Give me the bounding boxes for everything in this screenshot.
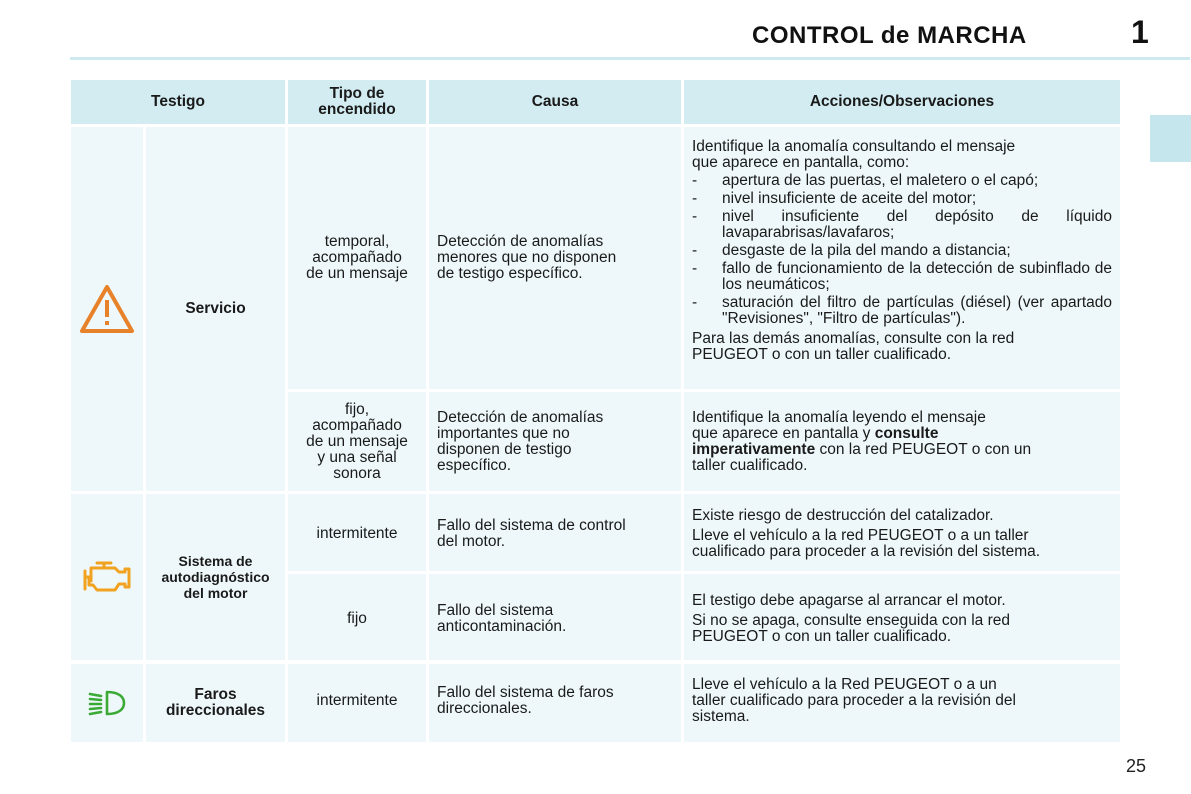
list-item: - fallo de funcionamiento de la detección de subinflado de los neumáticos;: [692, 260, 1112, 293]
motor-label: Sistema de autodiagnóstico del motor: [146, 494, 285, 660]
servicio-row2-tipo: fijo, acompañado de un mensaje y una señal sonora: [288, 392, 426, 491]
servicio-row1-causa: Detección de anomalías menores que no disponen de testigo específico.: [429, 127, 681, 389]
faros-acciones: Lleve el vehículo a la Red PEUGEOT o a un taller cualificado para proceder a la revisión del sistema.: [684, 664, 1120, 742]
servicio-label: Servicio: [146, 127, 285, 491]
faros-tipo: intermitente: [288, 664, 426, 742]
chapter-number: 1: [1131, 14, 1149, 50]
column-header-causa: Causa: [429, 80, 681, 124]
list-item: - nivel insuficiente de aceite del motor;: [692, 190, 977, 207]
warning-triangle-icon: [78, 283, 136, 335]
motor-icon-cell: [71, 494, 143, 660]
servicio-row1-tipo: temporal, acompañado de un mensaje: [288, 127, 426, 389]
list-item: - apertura de las puertas, el maletero o el capó;: [692, 172, 1039, 189]
faros-causa: Fallo del sistema de faros direccionales.: [429, 664, 681, 742]
motor-row1-causa: Fallo del sistema de control del motor.: [429, 494, 681, 571]
chapter-side-tab: [1150, 115, 1191, 162]
servicio-row2-causa: Detección de anomalías importantes que no disponen de testigo específico.: [429, 392, 681, 491]
motor-row2-acciones: El testigo debe apagarse al arrancar el motor. Si no se apaga, consulte enseguida con la red PEUGEOT o con un taller cualificado.: [684, 574, 1120, 660]
motor-row1-acciones: Existe riesgo de destrucción del catalizador. Lleve el vehículo a la red PEUGEOT o a un taller cualificado para proceder a la revisión del sistema.: [684, 494, 1120, 571]
directional-headlamp-icon: [87, 689, 127, 717]
engine-icon: [81, 557, 133, 597]
list-item: - nivel insuficiente del depósito de líquido lavaparabrisas/lavafaros;: [692, 208, 1112, 241]
column-header-acciones: Acciones/Observaciones: [684, 80, 1120, 124]
page-number: 25: [1126, 756, 1147, 776]
column-header-testigo: Testigo: [71, 80, 285, 124]
list-item: - saturación del filtro de partículas (diésel) (ver apartado "Revisiones", "Filtro de partículas").: [692, 294, 1112, 327]
servicio-icon-cell: [71, 127, 143, 491]
motor-row2-tipo: fijo: [288, 574, 426, 660]
servicio-row2-acciones: Identifique la anomalía leyendo el mensaje que aparece en pantalla y consulte imperativamente con la red PEUGEOT o con un taller cualificado.: [684, 392, 1120, 491]
column-header-tipo: Tipo de encendido: [288, 80, 426, 124]
list-item: - desgaste de la pila del mando a distancia;: [692, 242, 1011, 259]
motor-row2-causa: Fallo del sistema anticontaminación.: [429, 574, 681, 660]
servicio-row1-acciones: Identifique la anomalía consultando el mensaje que aparece en pantalla, como: - apertura de las puertas, el maletero o el capó; - nivel insuficiente de aceite del motor; - nivel insuficiente del depósito de líquido lavaparabrisas/lavafaros; - desgaste de la pila del mando a distancia; - fallo de funcionamiento de la detección de subinflado de los neumáticos; - saturación del filtro de partículas (diésel) (ver apartado "Revisiones", "Filtro de partículas"). Para las demás anomalías, consulte con la red PEUGEOT o con un taller cualificado.: [684, 127, 1120, 389]
faros-label: Faros direccionales: [146, 664, 285, 742]
header-divider: [70, 57, 1190, 60]
faros-icon-cell: [71, 664, 143, 742]
motor-row1-tipo: intermitente: [288, 494, 426, 571]
page-title: CONTROL de MARCHA: [752, 22, 1027, 49]
